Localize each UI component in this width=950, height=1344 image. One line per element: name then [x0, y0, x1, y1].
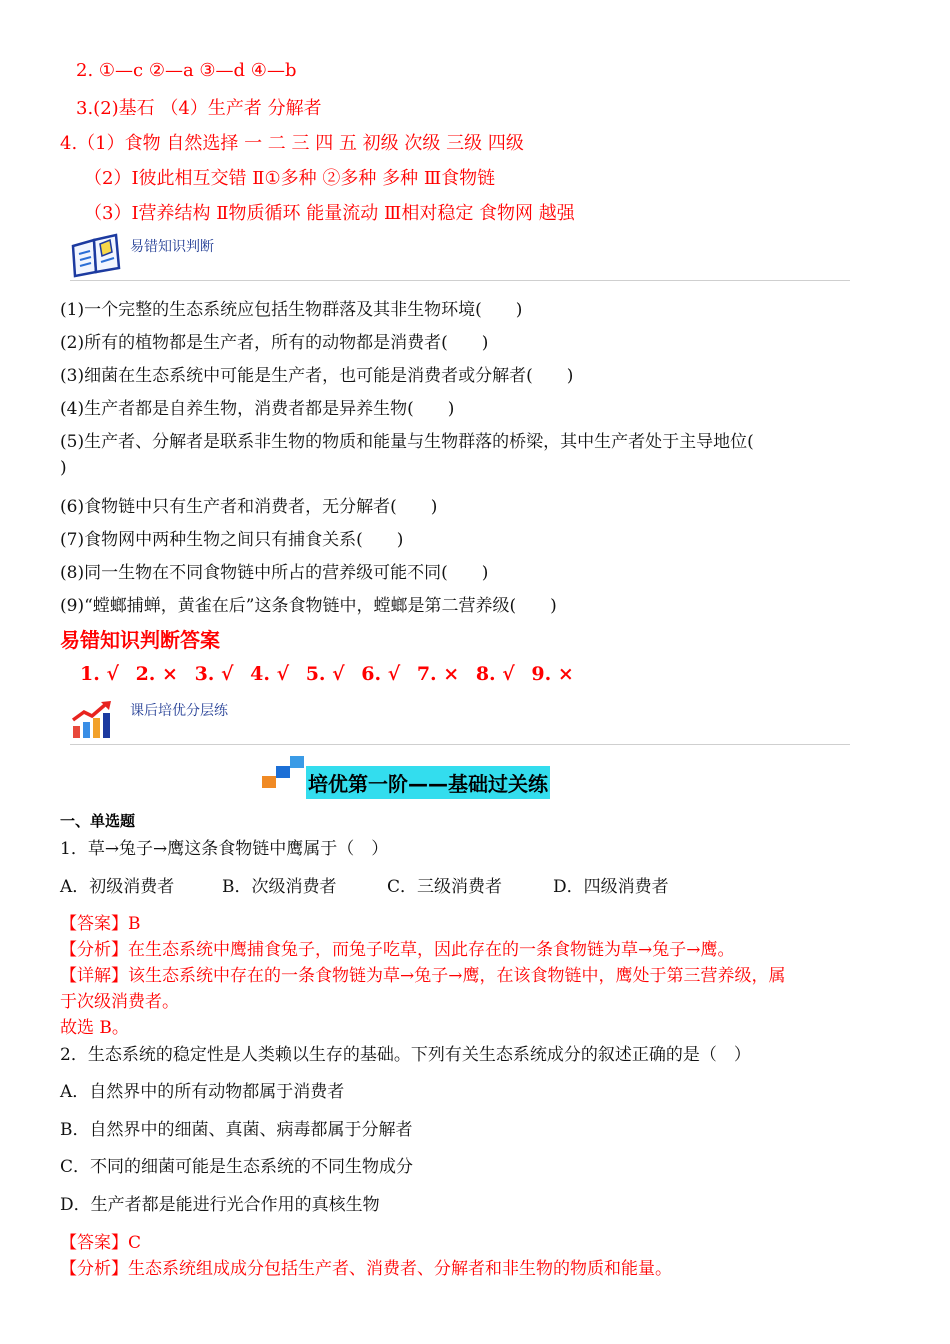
- question-2-analysis: 【分析】生态系统组成成分包括生产者、消费者、分解者和非生物的物质和能量。: [60, 1259, 672, 1279]
- divider: [70, 744, 850, 745]
- judge-answer-mark: 4. √: [250, 663, 290, 685]
- answer-line-6: （3）Ⅰ营养结构 Ⅱ物质循环 能量流动 Ⅲ相对稳定 食物网 越强: [84, 203, 575, 224]
- question-1-option: D．四级消费者: [553, 877, 669, 897]
- answer-line-2: 2. ①—c ②—a ③—d ④—b: [76, 60, 297, 81]
- judge-answer-mark: 3. √: [194, 663, 234, 685]
- question-2-answer: 【答案】C: [60, 1233, 142, 1253]
- judge-answer-mark: 1. √: [80, 663, 119, 685]
- judge-item: (5)生产者、分解者是联系非生物的物质和能量与生物群落的桥梁，其中生产者处于主导地位(: [60, 432, 754, 452]
- question-2-option: B．自然界中的细菌、真菌、病毒都属于分解者: [60, 1120, 413, 1140]
- section-label-practice: 课后培优分层练: [130, 703, 228, 719]
- judge-item: (2)所有的植物都是生产者，所有的动物都是消费者( ): [60, 333, 489, 353]
- open-book-icon: [70, 232, 122, 278]
- judge-item: (4)生产者都是自养生物，消费者都是异养生物( ): [60, 399, 455, 419]
- answer-line-4: 4.（1）食物 自然选择 一 二 三 四 五 初级 次级 三级 四级: [60, 133, 524, 154]
- growth-chart-icon: [70, 700, 114, 740]
- question-1-answer: 【答案】B: [60, 914, 141, 934]
- steps-icon: [262, 756, 304, 790]
- judge-answer-mark: 2. ×: [135, 663, 178, 685]
- judge-item: (7)食物网中两种生物之间只有捕食关系( ): [60, 530, 404, 550]
- question-1-stem: 1．草→兔子→鹰这条食物链中鹰属于（ ）: [60, 839, 389, 859]
- question-type-title: 一、单选题: [60, 812, 136, 830]
- question-2-stem: 2．生态系统的稳定性是人类赖以生存的基础。下列有关生态系统成分的叙述正确的是（ ）: [60, 1045, 751, 1065]
- section-label-judge: 易错知识判断: [130, 239, 214, 255]
- question-2-option: A．自然界中的所有动物都属于消费者: [60, 1082, 345, 1102]
- question-1-option: B．次级消费者: [222, 877, 337, 897]
- judge-answer-mark: 6. √: [361, 663, 401, 685]
- answer-line-3: 3.(2)基石 （4）生产者 分解者: [76, 98, 322, 119]
- judge-item-continuation: ): [60, 458, 67, 478]
- answer-line-5: （2）Ⅰ彼此相互交错 Ⅱ①多种 ②多种 多种 Ⅲ食物链: [84, 168, 496, 189]
- practice-heading: 培优第一阶——基础过关练: [306, 766, 550, 799]
- judge-item: (8)同一生物在不同食物链中所占的营养级可能不同( ): [60, 563, 489, 583]
- divider: [70, 280, 850, 281]
- judge-answer-mark: 9. ×: [531, 663, 574, 685]
- question-2-option: C．不同的细菌可能是生态系统的不同生物成分: [60, 1157, 414, 1177]
- judge-answer-mark: 5. √: [305, 663, 345, 685]
- question-1-analysis: 【分析】在生态系统中鹰捕食兔子，而兔子吃草，因此存在的一条食物链为草→兔子→鹰。: [60, 940, 735, 960]
- judge-item: (6)食物链中只有生产者和消费者，无分解者( ): [60, 497, 438, 517]
- question-1-detail: 【详解】该生态系统中存在的一条食物链为草→兔子→鹰，在该食物链中，鹰处于第三营养级，属: [60, 966, 786, 986]
- judge-answer-title: 易错知识判断答案: [60, 628, 220, 652]
- judge-item: (1)一个完整的生态系统应包括生物群落及其非生物环境( ): [60, 300, 523, 320]
- question-2-option: D．生产者都是能进行光合作用的真核生物: [60, 1195, 380, 1215]
- question-1-conclusion: 故选 B。: [60, 1018, 129, 1038]
- judge-item: (9)“螳螂捕蝉，黄雀在后”这条食物链中，螳螂是第二营养级( ): [60, 596, 557, 616]
- judge-answer-mark: 8. √: [475, 663, 515, 685]
- judge-answer-row: [80, 663, 584, 685]
- judge-answer-mark: 7. ×: [416, 663, 460, 685]
- judge-item: (3)细菌在生态系统中可能是生产者，也可能是消费者或分解者( ): [60, 366, 574, 386]
- question-1-option: C．三级消费者: [387, 877, 503, 897]
- question-1-detail-cont: 于次级消费者。: [60, 992, 179, 1012]
- question-1-option: A．初级消费者: [60, 877, 175, 897]
